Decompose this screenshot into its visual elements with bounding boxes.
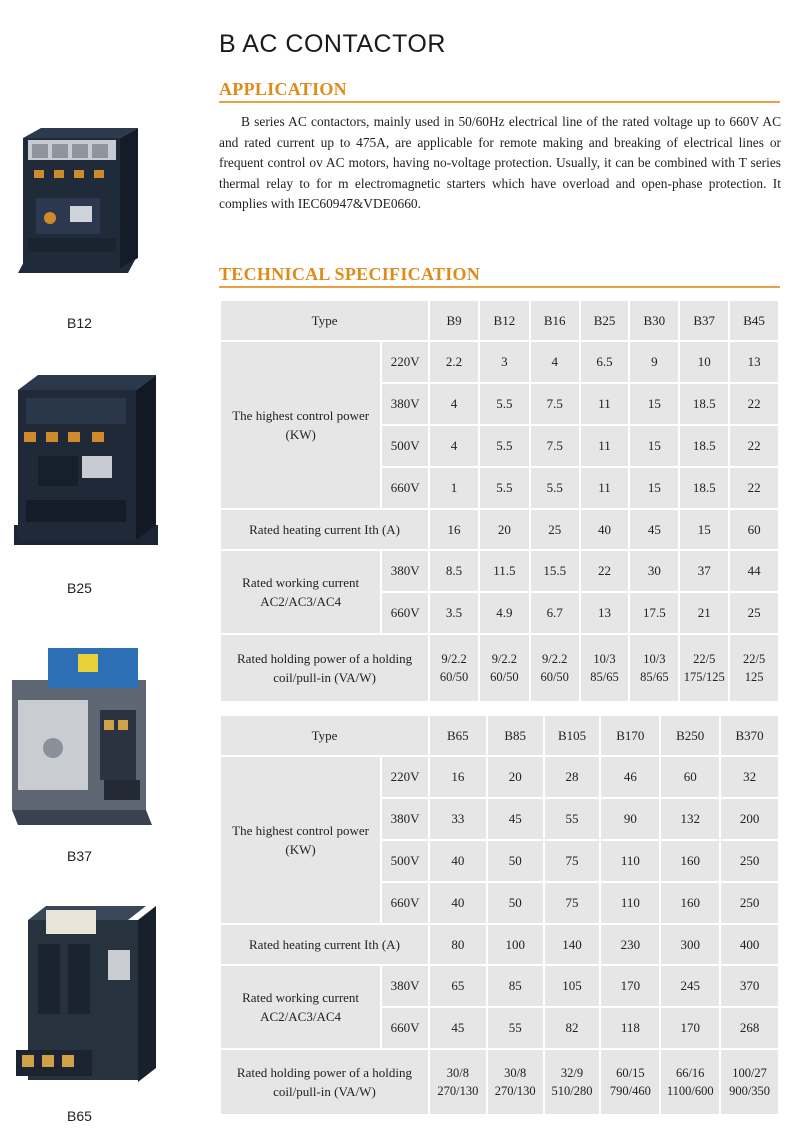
- holding-value: 1100/600: [666, 1084, 714, 1098]
- holding-value: 790/460: [609, 1084, 651, 1098]
- value-cell: 55: [487, 1007, 544, 1049]
- value-cell: 170: [660, 1007, 720, 1049]
- value-cell: 1: [429, 467, 479, 509]
- value-cell: 15: [629, 425, 679, 467]
- table-row: [220, 550, 779, 592]
- voltage-cell: 220V: [381, 756, 429, 798]
- value-cell: 4: [429, 425, 479, 467]
- value-cell: 300: [660, 924, 720, 965]
- value-cell: 30: [629, 550, 679, 592]
- value-cell: 28: [544, 756, 601, 798]
- value-cell: 75: [544, 840, 601, 882]
- holding-value: 60/50: [490, 670, 519, 684]
- value-cell: 20: [487, 756, 544, 798]
- value-cell: 250: [720, 882, 779, 924]
- holding-value: 10/3: [643, 652, 666, 666]
- table-row: [220, 756, 779, 798]
- value-cell: 4: [530, 341, 580, 383]
- voltage-cell: 380V: [381, 550, 429, 592]
- heating-label: Rated heating current Ith (A): [220, 509, 429, 550]
- value-cell: 11: [580, 383, 630, 425]
- value-cell: 230: [600, 924, 660, 965]
- holding-cell: [429, 1049, 487, 1115]
- value-cell: 15: [679, 509, 729, 550]
- voltage-cell: 660V: [381, 592, 429, 634]
- value-cell: 33: [429, 798, 487, 840]
- value-cell: 370: [720, 965, 779, 1007]
- type-cell: B37: [679, 300, 729, 341]
- type-cell: B105: [544, 715, 601, 756]
- table-row: [220, 509, 779, 550]
- holding-cell: [580, 634, 630, 702]
- holding-value: 66/16: [675, 1066, 705, 1080]
- value-cell: 245: [660, 965, 720, 1007]
- voltage-cell: 660V: [381, 467, 429, 509]
- page-title: B AC CONTACTOR: [219, 30, 446, 58]
- value-cell: 118: [600, 1007, 660, 1049]
- value-cell: 16: [429, 509, 479, 550]
- voltage-cell: 220V: [381, 341, 429, 383]
- value-cell: 21: [679, 592, 729, 634]
- value-cell: 170: [600, 965, 660, 1007]
- value-cell: 22: [729, 425, 779, 467]
- value-cell: 11: [580, 425, 630, 467]
- holding-cell: [487, 1049, 544, 1115]
- table-row: [220, 965, 779, 1007]
- value-cell: 82: [544, 1007, 601, 1049]
- value-cell: 7.5: [530, 383, 580, 425]
- holding-value: 510/280: [551, 1084, 593, 1098]
- contactor-b12-photo-icon: [8, 98, 158, 298]
- table-row: [220, 715, 779, 756]
- holding-value: 32/9: [560, 1066, 584, 1080]
- value-cell: 90: [600, 798, 660, 840]
- holding-value: 10/3: [593, 652, 616, 666]
- type-cell: B30: [629, 300, 679, 341]
- value-cell: 5.5: [479, 383, 530, 425]
- value-cell: 85: [487, 965, 544, 1007]
- heating-label: Rated heating current Ith (A): [220, 924, 429, 965]
- type-cell: B250: [660, 715, 720, 756]
- holding-value: 60/50: [439, 670, 469, 684]
- voltage-cell: 660V: [381, 882, 429, 924]
- type-header: Type: [220, 300, 429, 341]
- holding-value: 175/125: [683, 670, 725, 684]
- application-rule: [219, 101, 780, 103]
- value-cell: 17.5: [629, 592, 679, 634]
- value-cell: 46: [600, 756, 660, 798]
- value-cell: 40: [580, 509, 630, 550]
- value-cell: 160: [660, 882, 720, 924]
- value-cell: 20: [479, 509, 530, 550]
- value-cell: 6.5: [580, 341, 630, 383]
- voltage-cell: 380V: [381, 798, 429, 840]
- type-cell: B85: [487, 715, 544, 756]
- value-cell: 3.5: [429, 592, 479, 634]
- value-cell: 60: [660, 756, 720, 798]
- power-label: The highest control power (KW): [220, 756, 381, 924]
- type-cell: B12: [479, 300, 530, 341]
- value-cell: 15: [629, 467, 679, 509]
- value-cell: 50: [487, 840, 544, 882]
- product-label-b25: B25: [67, 580, 92, 596]
- value-cell: 11.5: [479, 550, 530, 592]
- product-image-b25: [8, 360, 158, 570]
- value-cell: 25: [530, 509, 580, 550]
- holding-value: 100/27: [732, 1066, 767, 1080]
- value-cell: 7.5: [530, 425, 580, 467]
- power-label: The highest control power (KW): [220, 341, 381, 509]
- value-cell: 5.5: [479, 467, 530, 509]
- value-cell: 2.2: [429, 341, 479, 383]
- value-cell: 55: [544, 798, 601, 840]
- value-cell: 40: [429, 882, 487, 924]
- holding-cell: [629, 634, 679, 702]
- value-cell: 65: [429, 965, 487, 1007]
- holding-value: 30/8: [504, 1066, 527, 1080]
- voltage-cell: 500V: [381, 840, 429, 882]
- value-cell: 25: [729, 592, 779, 634]
- value-cell: 75: [544, 882, 601, 924]
- contactor-b37-photo-icon: [8, 640, 158, 840]
- contactor-b25-photo-icon: [8, 360, 158, 570]
- value-cell: 8.5: [429, 550, 479, 592]
- holding-value: 30/8: [446, 1066, 469, 1080]
- table-row: [220, 634, 779, 702]
- value-cell: 45: [629, 509, 679, 550]
- value-cell: 250: [720, 840, 779, 882]
- holding-label: Rated holding power of a holding coil/pull-in (VA/W): [220, 1049, 429, 1115]
- product-label-b12: B12: [67, 315, 92, 331]
- type-cell: B170: [600, 715, 660, 756]
- type-cell: B65: [429, 715, 487, 756]
- product-image-b37: [8, 640, 158, 840]
- voltage-cell: 660V: [381, 1007, 429, 1049]
- value-cell: 100: [487, 924, 544, 965]
- product-label-b37: B37: [67, 848, 92, 864]
- holding-value: 9/2.2: [491, 652, 518, 666]
- value-cell: 13: [580, 592, 630, 634]
- value-cell: 11: [580, 467, 630, 509]
- value-cell: 60: [729, 509, 779, 550]
- value-cell: 268: [720, 1007, 779, 1049]
- value-cell: 10: [679, 341, 729, 383]
- value-cell: 110: [600, 882, 660, 924]
- voltage-cell: 380V: [381, 965, 429, 1007]
- value-cell: 22: [729, 383, 779, 425]
- table-row: [220, 300, 779, 341]
- holding-value: 60/15: [616, 1066, 645, 1080]
- holding-value: 125: [744, 670, 764, 684]
- value-cell: 32: [720, 756, 779, 798]
- holding-value: 85/65: [640, 670, 669, 684]
- value-cell: 200: [720, 798, 779, 840]
- holding-value: 270/130: [494, 1084, 536, 1098]
- holding-cell: [720, 1049, 779, 1115]
- working-label: Rated working current AC2/AC3/AC4: [220, 965, 381, 1049]
- holding-cell: [729, 634, 779, 702]
- value-cell: 18.5: [679, 467, 729, 509]
- type-cell: B45: [729, 300, 779, 341]
- holding-value: 60/50: [540, 670, 569, 684]
- holding-value: 270/130: [437, 1084, 479, 1098]
- value-cell: 50: [487, 882, 544, 924]
- type-cell: B16: [530, 300, 580, 341]
- value-cell: 5.5: [530, 467, 580, 509]
- holding-value: 9/2.2: [441, 652, 467, 666]
- value-cell: 400: [720, 924, 779, 965]
- value-cell: 16: [429, 756, 487, 798]
- value-cell: 110: [600, 840, 660, 882]
- value-cell: 132: [660, 798, 720, 840]
- type-cell: B370: [720, 715, 779, 756]
- application-heading: APPLICATION: [219, 79, 347, 99]
- value-cell: 15.5: [530, 550, 580, 592]
- contactor-b65-photo-icon: [8, 900, 158, 1100]
- holding-cell: [429, 634, 479, 702]
- value-cell: 22: [729, 467, 779, 509]
- holding-value: 22/5: [742, 652, 766, 666]
- technical-specification-rule: [219, 286, 780, 288]
- type-header: Type: [220, 715, 429, 756]
- application-text: B series AC contactors, mainly used in 50/60Hz electrical line of the rated voltage up to 660V AC and rated current up to 475A, are applicable for remote making and breaking of electrical lines or frequent control ov AC motors, having no-voltage protection. Usually, it can be combined with T series thermal relay to for m electromagnetic starters which have overload and open-phase protection. It complies with IEC60947&VDE0660.: [219, 114, 781, 211]
- spec-table-1: [219, 299, 780, 703]
- value-cell: 3: [479, 341, 530, 383]
- product-label-b65: B65: [67, 1108, 92, 1124]
- voltage-cell: 380V: [381, 383, 429, 425]
- value-cell: 44: [729, 550, 779, 592]
- holding-value: 9/2.2: [542, 652, 568, 666]
- voltage-cell: 500V: [381, 425, 429, 467]
- value-cell: 45: [487, 798, 544, 840]
- table-row: [220, 1049, 779, 1115]
- value-cell: 140: [544, 924, 601, 965]
- value-cell: 4: [429, 383, 479, 425]
- value-cell: 45: [429, 1007, 487, 1049]
- table-row: [220, 341, 779, 383]
- value-cell: 9: [629, 341, 679, 383]
- spec-table-2: [219, 714, 780, 1116]
- technical-specification-heading: TECHNICAL SPECIFICATION: [219, 264, 481, 284]
- value-cell: 5.5: [479, 425, 530, 467]
- value-cell: 18.5: [679, 425, 729, 467]
- holding-value: 900/350: [729, 1084, 771, 1098]
- value-cell: 15: [629, 383, 679, 425]
- value-cell: 18.5: [679, 383, 729, 425]
- value-cell: 4.9: [479, 592, 530, 634]
- holding-cell: [544, 1049, 601, 1115]
- holding-label: Rated holding power of a holding coil/pull-in (VA/W): [220, 634, 429, 702]
- type-cell: B9: [429, 300, 479, 341]
- holding-value: 22/5: [693, 652, 716, 666]
- holding-cell: [479, 634, 530, 702]
- holding-value: 85/65: [590, 670, 619, 684]
- type-cell: B25: [580, 300, 630, 341]
- table-row: [220, 924, 779, 965]
- value-cell: 13: [729, 341, 779, 383]
- value-cell: 105: [544, 965, 601, 1007]
- product-image-b12: [8, 98, 158, 298]
- holding-cell: [530, 634, 580, 702]
- value-cell: 22: [580, 550, 630, 592]
- value-cell: 80: [429, 924, 487, 965]
- value-cell: 40: [429, 840, 487, 882]
- holding-cell: [660, 1049, 720, 1115]
- product-image-b65: [8, 900, 158, 1100]
- value-cell: 160: [660, 840, 720, 882]
- value-cell: 6.7: [530, 592, 580, 634]
- value-cell: 37: [679, 550, 729, 592]
- holding-cell: [679, 634, 729, 702]
- working-label: Rated working current AC2/AC3/AC4: [220, 550, 381, 634]
- holding-cell: [600, 1049, 660, 1115]
